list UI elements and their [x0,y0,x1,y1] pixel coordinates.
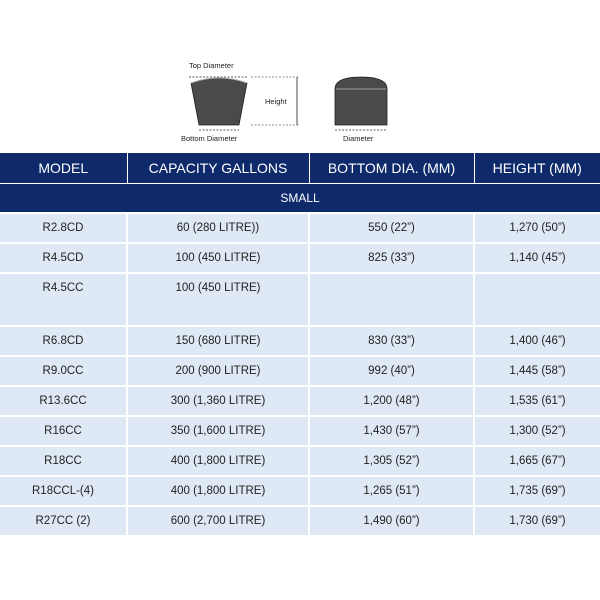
header-model: MODEL [0,153,127,184]
cell-capacity: 200 (900 LITRE) [127,356,309,386]
table-row [0,273,600,326]
cell-capacity: 100 (450 LITRE) [127,243,309,273]
cell-height: 1,665 (67”) [474,446,600,476]
diameter-label: Diameter [343,134,374,143]
table-row [0,213,600,243]
table-row [0,243,600,273]
cell-model: R6.8CD [0,326,127,356]
dome-tank-shape [335,77,387,125]
cell-capacity: 600 (2,700 LITRE) [127,506,309,535]
section-row [0,184,600,214]
tank-dimension-diagram [175,55,410,150]
cell-bottom-dia: 550 (22”) [309,213,474,243]
table-row [0,326,600,356]
cell-bottom-dia: 825 (33”) [309,243,474,273]
cell-bottom-dia: 1,430 (57”) [309,416,474,446]
header-row [0,153,600,184]
tank-spec-table [0,153,600,535]
cell-capacity: 400 (1,800 LITRE) [127,476,309,506]
cell-bottom-dia: 1,265 (51”) [309,476,474,506]
cell-capacity: 400 (1,800 LITRE) [127,446,309,476]
cell-height: 1,535 (61”) [474,386,600,416]
cell-height: 1,300 (52”) [474,416,600,446]
header-bottom-dia: BOTTOM DIA. (MM) [309,153,474,184]
cell-height: 1,445 (58”) [474,356,600,386]
cell-capacity: 150 (680 LITRE) [127,326,309,356]
bottom-diameter-label: Bottom Diameter [181,134,238,143]
cone-tank-shape [191,78,247,125]
cell-bottom-dia: 1,490 (60”) [309,506,474,535]
cell-height: 1,270 (50”) [474,213,600,243]
cell-bottom-dia [309,273,474,326]
cell-bottom-dia: 830 (33”) [309,326,474,356]
table-row [0,476,600,506]
cell-model: R4.5CD [0,243,127,273]
cell-model: R2.8CD [0,213,127,243]
top-diameter-label: Top Diameter [189,61,234,70]
cell-bottom-dia: 992 (40”) [309,356,474,386]
table-row [0,416,600,446]
cell-model: R4.5CC [0,273,127,326]
header-height: HEIGHT (MM) [474,153,600,184]
cell-model: R18CC [0,446,127,476]
cell-capacity: 300 (1,360 LITRE) [127,386,309,416]
cell-height [474,273,600,326]
cell-bottom-dia: 1,305 (52”) [309,446,474,476]
cell-model: R27CC (2) [0,506,127,535]
cell-height: 1,140 (45”) [474,243,600,273]
cell-height: 1,730 (69”) [474,506,600,535]
cell-height: 1,400 (46”) [474,326,600,356]
tank-diagram-svg [175,55,410,150]
cell-capacity: 350 (1,600 LITRE) [127,416,309,446]
cell-capacity: 100 (450 LITRE) [127,273,309,326]
section-small-label: SMALL [0,184,600,214]
header-capacity: CAPACITY GALLONS [127,153,309,184]
cell-model: R9.0CC [0,356,127,386]
cell-model: R16CC [0,416,127,446]
cell-model: R13.6CC [0,386,127,416]
cell-capacity: 60 (280 LITRE)) [127,213,309,243]
height-label: Height [265,97,287,106]
cell-model: R18CCL-(4) [0,476,127,506]
cell-height: 1,735 (69”) [474,476,600,506]
table-row [0,446,600,476]
cell-bottom-dia: 1,200 (48”) [309,386,474,416]
table-row [0,386,600,416]
table-row [0,506,600,535]
table-row [0,356,600,386]
